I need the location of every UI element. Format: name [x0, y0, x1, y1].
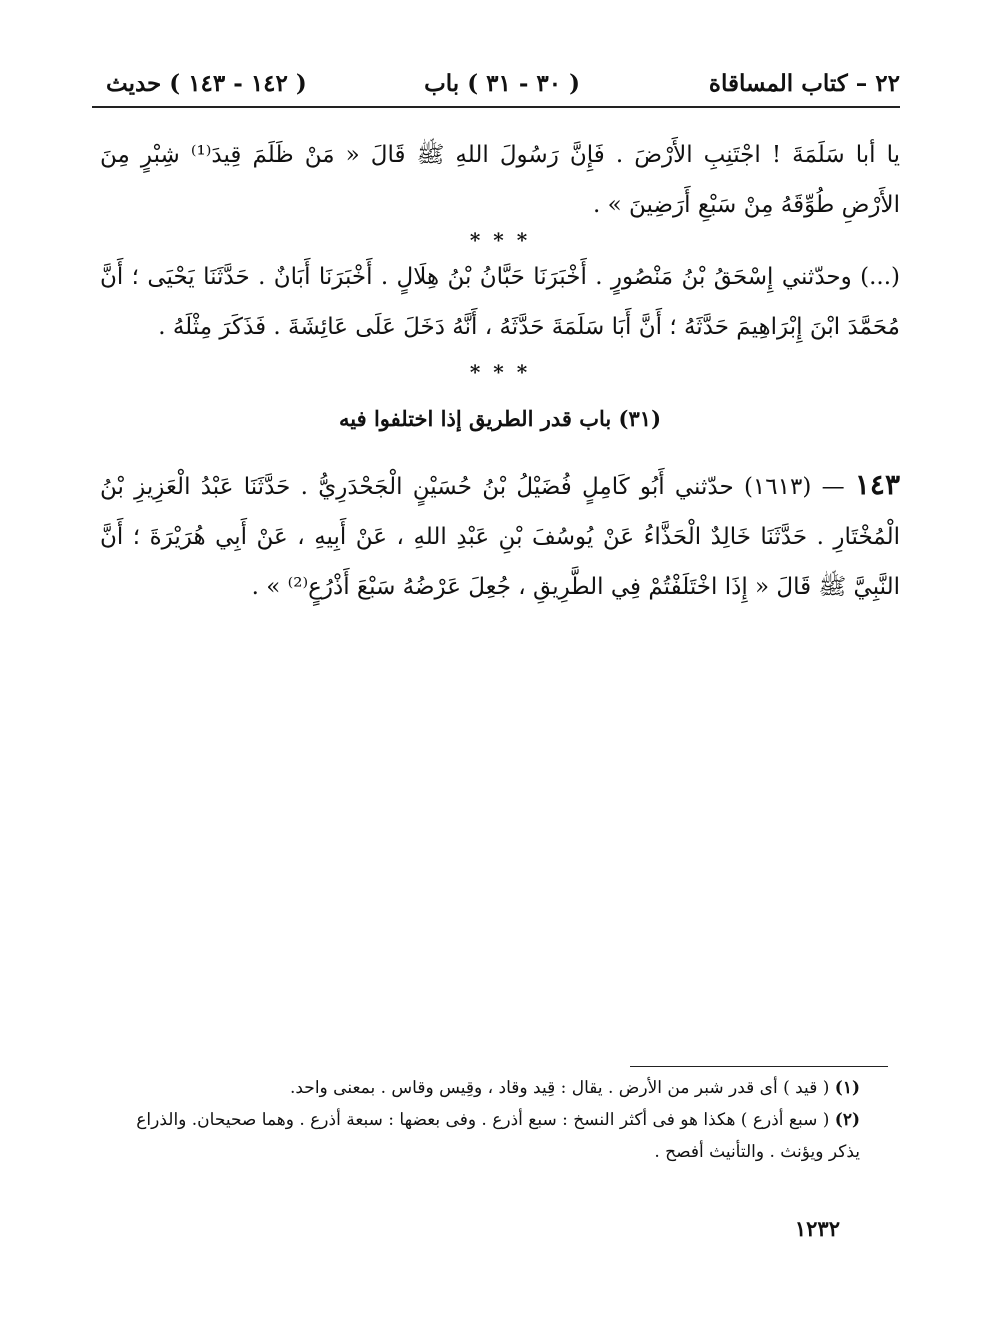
footnote-2 — [100, 1104, 860, 1168]
hadith-paragraph-2: (...) وحدّثني إِسْحَقُ بْنُ مَنْصُورٍ . أَخْبَرَنَا حَبَّانُ بْنُ هِلَالٍ . أَخْبَرَنَا أَبَانٌ . حَدَّثَنَا يَحْيَى ؛ أَنَّ مُحَمَّدَ ابْنَ إِبْرَاهِيمَ حَدَّثَهُ ؛ أَنَّ أَبَا سَلَمَةَ حَدَّثَهُ ، أَنَّهُ دَخَلَ عَلَى عَائِشَةَ . فَذَكَرَ مِثْلَهُ . — [100, 264, 900, 340]
header-hadith-range: ( ١٤٢ - ١٤٣ ) حديث — [106, 70, 307, 97]
header-chapter-range: ( ٣٠ - ٣١ ) باب — [424, 70, 580, 97]
hadith-text: — (١٦١٣) حدّثني أَبُو كَامِلٍ فُضَيْلُ بْنُ حُسَيْنٍ الْجَحْدَرِيُّ . حَدَّثَنَا عَبْدُ الْعَزِيزِ بْنُ الْمُخْتَارِ . حَدَّثَنَا خَالِدٌ الْحَذَّاءُ عَنْ يُوسُفَ بْنِ عَبْدِ اللهِ ، عَنْ أَبِيهِ ، عَنْ أَبِي هُرَيْرَةَ ؛ أَنَّ النَّبِيَّ ﷺ قَالَ « إِذَا اخْتَلَفْتُمْ فِي الطَّرِيقِ ، جُعِلَ عَرْضُهُ سَبْعَ أَذْرُعٍ⁽²⁾ » . — [100, 474, 900, 600]
running-header — [92, 64, 900, 106]
footnote-text: ( قيد ) أى قدر شبر من الأرض . يقال : قِيد وقاد ، وقِيس وقاس . بمعنى واحد. — [289, 1078, 830, 1098]
hadith-paragraph-1: يا أبا سَلَمَةَ ! اجْتَنِبِ الأَرْضَ . فَإِنَّ رَسُولَ اللهِ ﷺ قَالَ « مَنْ ظَلَمَ قِيدَ⁽¹⁾ شِبْرٍ مِنَ الأَرْضِ طُوِّقَهُ مِنْ سَبْعِ أَرَضِينَ » . — [100, 142, 900, 218]
footnote-mark: (١) — [834, 1078, 860, 1098]
footnote-mark: (٢) — [834, 1110, 860, 1130]
footnotes — [100, 1072, 860, 1168]
footnote-text: ( سبع أذرع ) هكذا هو فى أكثر النسخ : سبع أذرع . وفى بعضها : سبعة أذرع . وهما صحيحان. والذراع يذكر ويؤنث . والتأنيث أفصح . — [136, 1110, 860, 1162]
section-separator: * * * — [469, 228, 531, 252]
header-book-title: ٢٢ – كتاب المساقاة — [708, 70, 900, 97]
header-divider — [92, 106, 900, 108]
hadith-number: ١٤٣ — [854, 468, 900, 501]
footnote-divider — [630, 1066, 888, 1067]
section-separator: * * * — [469, 360, 531, 384]
footnote-1 — [100, 1072, 860, 1104]
hadith-paragraph-3 — [100, 460, 900, 612]
page-number: ١٢٣٢ — [794, 1216, 840, 1241]
chapter-heading: (٣١) باب قدر الطريق إذا اختلفوا فيه — [339, 406, 661, 431]
